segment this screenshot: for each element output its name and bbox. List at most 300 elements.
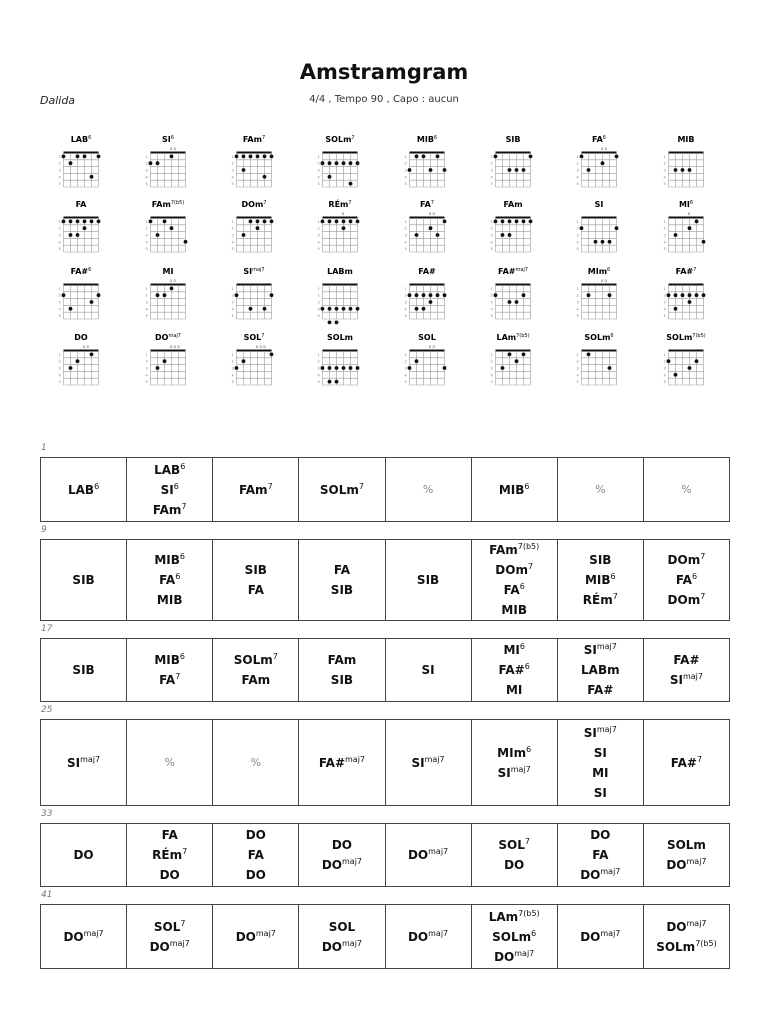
chord-symbol: RÉm$^7$ <box>152 847 188 862</box>
finger-dot <box>443 220 447 224</box>
finger-dot <box>429 168 433 172</box>
bar-cell <box>213 720 299 806</box>
bar-number: 25 <box>41 705 53 715</box>
bar-cell <box>385 540 471 621</box>
finger-dot <box>83 226 87 230</box>
fret-number: 3 <box>404 168 407 173</box>
fret-number: 1 <box>576 154 579 159</box>
chord-diagram <box>491 333 531 385</box>
chord-symbol: $FA^6$ <box>675 572 698 587</box>
fret-number: 5 <box>576 247 579 252</box>
finger-dot <box>97 155 101 159</box>
fret-number: 3 <box>490 233 493 238</box>
finger-dot <box>263 307 267 311</box>
bar-cell <box>385 720 471 806</box>
fret-number: 1 <box>145 286 148 291</box>
finger-dot <box>97 293 101 297</box>
finger-dot <box>263 175 267 179</box>
repeat-symbol: % <box>164 755 175 769</box>
chord-symbol: MIB$^6$ <box>584 572 616 587</box>
chord-symbol: $SI^{maj7}$ <box>411 754 445 770</box>
fret-number: 2 <box>317 293 320 298</box>
bar-row <box>40 457 730 522</box>
chord-extension: 6 <box>691 572 698 581</box>
chord-extension: 7 <box>700 552 706 561</box>
fret-number: 4 <box>404 175 407 180</box>
nut <box>582 350 617 352</box>
fret-number: 5 <box>317 314 320 319</box>
fret-number: 4 <box>576 373 579 378</box>
finger-dot <box>149 220 153 224</box>
chord-extension: 7(b5) <box>695 938 717 948</box>
finger-dot <box>436 293 440 297</box>
chord-symbol: $DO^{maj7}$ <box>407 928 449 944</box>
finger-dot <box>156 233 160 237</box>
finger-dot <box>601 161 605 165</box>
finger-dot <box>249 307 253 311</box>
chord-extension: 7 <box>612 592 618 601</box>
chord-extension: 7 <box>180 918 186 928</box>
finger-dot <box>69 366 73 370</box>
chord-extension: maj7 <box>686 918 707 928</box>
chord-symbol: SIB <box>244 563 267 577</box>
chord-extension: maj7 <box>682 672 703 681</box>
fret-number: 1 <box>576 286 579 291</box>
fret-number: 5 <box>231 314 234 319</box>
finger-dot <box>349 182 353 186</box>
chord-diagram <box>664 200 706 252</box>
finger-dot <box>587 293 591 297</box>
chord-symbol: SI <box>421 663 435 677</box>
chord-symbol: MIm$^6$ <box>497 744 532 760</box>
finger-dot <box>342 307 346 311</box>
fret-number: 1 <box>404 219 407 224</box>
fret-number: 4 <box>58 240 61 245</box>
fret-number: 1 <box>145 154 148 159</box>
bar-cell <box>471 540 557 621</box>
finger-dot <box>443 168 447 172</box>
nut <box>151 284 186 286</box>
fret-number: 4 <box>231 307 234 312</box>
chord-extension: 7 <box>181 501 187 511</box>
bar-cell <box>213 824 299 887</box>
chord-extension: 6 <box>526 744 532 754</box>
chord-symbol: FA# <box>587 683 614 697</box>
finger-dot <box>270 155 274 159</box>
finger-dot <box>415 155 419 159</box>
chord-diagram <box>59 200 101 252</box>
chord-symbol: $FA^7$ <box>159 672 181 687</box>
open-string-markers: o o <box>600 146 607 151</box>
chord-name: LABm <box>327 267 353 276</box>
bar-number: 17 <box>41 624 53 634</box>
chord-name: SOL$^7$ <box>243 333 265 342</box>
chord-extension: 6 <box>519 582 525 591</box>
finger-dot <box>674 168 678 172</box>
fret-number: 3 <box>231 300 234 305</box>
finger-dot <box>335 321 339 325</box>
chord-extension: maj7 <box>80 754 101 764</box>
fret-number: 5 <box>404 380 407 385</box>
fret-number: 2 <box>663 293 666 298</box>
bar-cell <box>127 458 213 522</box>
bar-cell <box>557 905 643 969</box>
fret-number: 4 <box>490 240 493 245</box>
fret-number: 4 <box>663 307 666 312</box>
chord-name: FAm <box>503 200 523 209</box>
fret-number: 3 <box>231 233 234 238</box>
chord-name: FA# <box>418 267 436 276</box>
chord-name: FA <box>75 200 87 209</box>
finger-dot <box>508 220 512 224</box>
finger-dot <box>342 220 346 224</box>
nut <box>496 217 531 219</box>
finger-dot <box>335 366 339 370</box>
chord-extension: 7 <box>272 652 278 661</box>
chord-extension: maj7 <box>169 938 190 948</box>
fret-number: 5 <box>404 182 407 187</box>
fret-number: 3 <box>490 366 493 371</box>
finger-dot <box>149 161 153 165</box>
chord-name: $SI^{maj7}$ <box>243 267 265 276</box>
finger-dot <box>170 226 174 230</box>
finger-dot <box>429 293 433 297</box>
finger-dot <box>594 240 598 244</box>
fret-number: 2 <box>231 359 234 364</box>
bar-row <box>40 719 730 806</box>
fret-number: 3 <box>145 233 148 238</box>
fret-number: 1 <box>58 154 61 159</box>
bar-cell <box>299 540 385 621</box>
chord-name: FA#$^7$ <box>675 267 697 276</box>
chord-symbol: SIB <box>72 663 95 677</box>
chord-name: DO <box>74 333 88 342</box>
chord-symbol: $SI^{maj7}$ <box>67 754 101 770</box>
finger-dot <box>335 220 339 224</box>
finger-dot <box>235 293 239 297</box>
finger-dot <box>674 373 678 377</box>
finger-dot <box>695 220 699 224</box>
chord-symbol: SIB <box>416 573 440 587</box>
chord-diagram <box>577 267 617 319</box>
fret-number: 2 <box>663 161 666 166</box>
nut <box>64 284 99 286</box>
finger-dot <box>667 293 671 297</box>
chord-diagram <box>232 333 274 385</box>
chord-diagram <box>405 267 447 319</box>
fret-number: 4 <box>317 307 320 312</box>
bar-cell <box>557 639 643 702</box>
finger-dot <box>69 233 73 237</box>
fret-number: 2 <box>145 161 148 166</box>
chord-symbol: $MI^6$ <box>503 642 525 657</box>
chord-symbol: $SI^{maj7}$ <box>497 764 531 780</box>
finger-dot <box>601 240 605 244</box>
chord-symbol: DO <box>331 838 353 852</box>
finger-dot <box>235 155 239 159</box>
bar-row <box>40 904 730 969</box>
finger-dot <box>580 155 584 159</box>
chord-extension: maj7 <box>600 867 621 876</box>
finger-dot <box>163 359 167 363</box>
chord-extension: maj7 <box>345 754 366 764</box>
chord-diagram <box>491 200 533 252</box>
chord-symbol: SOLm$^7$ <box>233 652 278 667</box>
fret-number: 2 <box>663 359 666 364</box>
finger-dot <box>501 220 505 224</box>
finger-dot <box>321 366 325 370</box>
chord-extension: maj7 <box>596 724 617 734</box>
finger-dot <box>422 293 426 297</box>
bar-cell <box>471 824 557 887</box>
finger-dot <box>522 353 526 357</box>
fret-number: 4 <box>317 373 320 378</box>
finger-dot <box>688 366 692 370</box>
chord-symbol: RÉm$^7$ <box>582 592 618 607</box>
bar-row <box>40 539 730 621</box>
bar-cell <box>299 720 385 806</box>
fret-number: 5 <box>231 380 234 385</box>
chord-symbol: SOL$^7$ <box>498 837 530 852</box>
finger-dot <box>688 226 692 230</box>
finger-dot <box>342 161 346 165</box>
chord-name: $SI^6$ <box>162 135 174 144</box>
fret-number: 5 <box>490 182 493 187</box>
chord-symbol: $DO^{maj7}$ <box>580 928 621 944</box>
nut <box>64 350 99 352</box>
chord-symbol: $DO^{maj7}$ <box>235 928 276 944</box>
finger-dot <box>321 161 325 165</box>
bar-cell <box>127 905 213 969</box>
chord-diagram <box>491 267 531 319</box>
finger-dot <box>256 220 260 224</box>
finger-dot <box>681 168 685 172</box>
nut <box>237 217 272 219</box>
bar-cell <box>643 824 729 887</box>
chord-symbol: DO <box>73 848 94 862</box>
chord-symbol: FAm <box>241 673 271 687</box>
nut <box>410 350 445 352</box>
chord-symbol: DO <box>590 828 611 842</box>
chord-symbol: DOm$^7$ <box>667 592 706 607</box>
repeat-symbol: % <box>250 755 262 769</box>
bar-cell <box>213 540 299 621</box>
chord-symbol: FAm <box>327 653 357 667</box>
finger-dot <box>522 168 526 172</box>
fret-number: 2 <box>317 226 320 231</box>
fret-number: 4 <box>58 307 61 312</box>
repeat-symbol: % <box>422 482 434 496</box>
chord-diagram <box>577 200 619 252</box>
finger-dot <box>515 359 519 363</box>
chord-symbol: $DO^{maj7}$ <box>580 867 621 882</box>
artist-name: Dalida <box>40 94 76 107</box>
chord-name: RÉm$^7$ <box>328 200 352 209</box>
fret-number: 5 <box>145 247 148 252</box>
finger-dot <box>270 293 274 297</box>
chord-extension: 7 <box>700 592 706 601</box>
fret-number: 5 <box>663 314 666 319</box>
fret-number: 1 <box>317 154 320 159</box>
fret-number: 2 <box>490 226 493 231</box>
bar-cell <box>299 458 385 522</box>
finger-dot <box>436 155 440 159</box>
fret-number: 1 <box>490 219 493 224</box>
finger-dot <box>508 233 512 237</box>
bar-row <box>40 823 730 887</box>
chord-symbol: SOLm$^{7(b5)}$ <box>656 938 717 954</box>
fret-number: 4 <box>231 240 234 245</box>
chord-diagram <box>664 267 706 319</box>
fret-number: 4 <box>576 307 579 312</box>
nut <box>237 152 272 154</box>
chord-symbol: SOL$^7$ <box>153 918 186 934</box>
fret-number: 1 <box>231 286 234 291</box>
finger-dot <box>235 366 239 370</box>
finger-dot <box>349 220 353 224</box>
fret-number: 5 <box>576 314 579 319</box>
chord-name: LAm$^{7(b5)}$ <box>496 333 530 342</box>
fret-number: 3 <box>576 168 579 173</box>
finger-dot <box>349 366 353 370</box>
fret-number: 2 <box>490 161 493 166</box>
fret-number: 3 <box>317 300 320 305</box>
bar-cell <box>41 720 127 806</box>
finger-dot <box>270 220 274 224</box>
fret-number: 2 <box>231 226 234 231</box>
finger-dot <box>688 293 692 297</box>
chord-symbol: SIB <box>589 553 612 567</box>
finger-dot <box>494 220 498 224</box>
fret-number: 4 <box>663 373 666 378</box>
fret-number: 3 <box>490 168 493 173</box>
chord-diagram <box>146 333 186 385</box>
fret-number: 1 <box>663 219 666 224</box>
chord-diagram <box>232 200 274 252</box>
finger-dot <box>249 155 253 159</box>
finger-dot <box>494 155 498 159</box>
nut <box>669 152 704 154</box>
fret-number: 5 <box>663 380 666 385</box>
finger-dot <box>342 366 346 370</box>
finger-dot <box>529 155 533 159</box>
chord-diagram <box>405 135 447 187</box>
fret-number: 5 <box>317 380 320 385</box>
finger-dot <box>76 233 80 237</box>
chord-symbol: $SI^6$ <box>160 481 179 497</box>
chord-symbol: $DO^{maj7}$ <box>666 918 707 934</box>
finger-dot <box>321 220 325 224</box>
fret-number: 5 <box>404 247 407 252</box>
fret-number: 1 <box>490 286 493 291</box>
chord-symbol: LAB$^6$ <box>67 481 100 497</box>
fret-number: 2 <box>490 293 493 298</box>
bar-cell <box>213 639 299 702</box>
fret-number: 1 <box>58 286 61 291</box>
fret-number: 1 <box>490 154 493 159</box>
finger-dot <box>270 353 274 357</box>
chord-diagram <box>405 200 447 252</box>
fret-number: 1 <box>317 352 320 357</box>
nut <box>669 284 704 286</box>
chord-symbol: SIB <box>72 573 95 587</box>
open-string-markers: o o <box>169 278 176 283</box>
fret-number: 4 <box>404 373 407 378</box>
finger-dot <box>69 220 73 224</box>
fret-number: 4 <box>490 307 493 312</box>
fret-number: 3 <box>404 233 407 238</box>
chord-symbol: FA#$^6$ <box>498 662 530 677</box>
finger-dot <box>408 168 412 172</box>
bar-cell <box>643 639 729 702</box>
fret-number: 2 <box>58 161 61 166</box>
nut <box>669 350 704 352</box>
fret-number: 3 <box>404 300 407 305</box>
chord-extension: maj7 <box>596 642 617 651</box>
nut <box>64 152 99 154</box>
fret-number: 5 <box>231 247 234 252</box>
finger-dot <box>90 220 94 224</box>
fret-number: 2 <box>576 226 579 231</box>
chord-symbol: $DO^{maj7}$ <box>321 938 363 954</box>
bar-cell <box>557 824 643 887</box>
finger-dot <box>170 155 174 159</box>
fret-number: 5 <box>490 314 493 319</box>
finger-dot <box>429 300 433 304</box>
chord-name: SOLm$^7$ <box>325 135 355 144</box>
fret-number: 3 <box>576 300 579 305</box>
chord-extension: 6 <box>175 572 181 581</box>
chord-symbol: MIB <box>156 593 183 607</box>
song-meta: 4/4 , Tempo 90 , Capo : aucun <box>309 94 459 105</box>
chord-name: FAm$^{7(b5)}$ <box>151 200 185 209</box>
chord-extension: maj7 <box>255 928 276 938</box>
finger-dot <box>242 168 246 172</box>
chord-name: SI <box>594 200 604 209</box>
fret-number: 1 <box>231 219 234 224</box>
chord-symbol: $DO^{maj7}$ <box>494 948 535 964</box>
chord-symbol: SOLm$^7$ <box>319 481 364 497</box>
chord-diagram <box>232 135 274 187</box>
chord-extension: 7 <box>527 562 534 571</box>
chord-extension: 7 <box>267 481 273 491</box>
fret-number: 2 <box>58 293 61 298</box>
chord-symbol: FAm$^{7(b5)}$ <box>489 542 540 557</box>
fret-number: 5 <box>404 314 407 319</box>
fret-number: 5 <box>663 247 666 252</box>
chord-name: $MI^6$ <box>678 200 694 209</box>
open-string-markers: o o <box>428 211 435 216</box>
fret-number: 5 <box>663 182 666 187</box>
chord-symbol: FAm$^7$ <box>238 481 273 497</box>
finger-dot <box>608 293 612 297</box>
fret-number: 1 <box>490 352 493 357</box>
bar-cell <box>41 639 127 702</box>
fret-number: 4 <box>663 240 666 245</box>
finger-dot <box>62 293 66 297</box>
fret-number: 5 <box>317 247 320 252</box>
chord-extension: 7(b5) <box>517 542 540 551</box>
chord-extension: maj7 <box>342 938 363 948</box>
chord-diagram <box>59 333 99 385</box>
fret-number: 3 <box>58 233 61 238</box>
nut <box>237 350 272 352</box>
nut <box>410 284 445 286</box>
finger-dot <box>335 161 339 165</box>
nut <box>496 284 531 286</box>
fret-number: 1 <box>404 286 407 291</box>
chord-symbol: LAm$^{7(b5)}$ <box>488 908 540 924</box>
